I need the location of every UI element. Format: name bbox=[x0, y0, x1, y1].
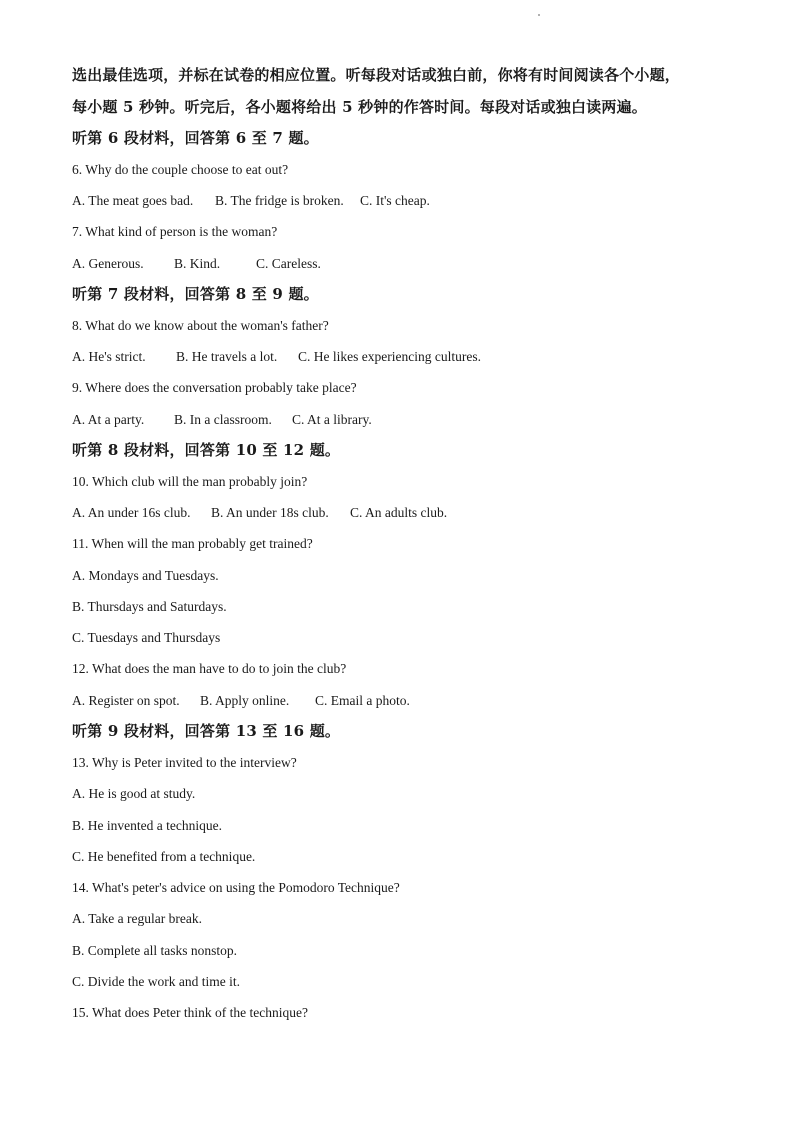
section-8-heading: 听第 8 段材料，回答第 10 至 12 题。 bbox=[72, 441, 341, 459]
option-a: A. An under 16s club. bbox=[72, 505, 191, 520]
scan-mark bbox=[538, 14, 540, 16]
question-8: 8. What do we know about the woman's father? bbox=[72, 318, 329, 333]
option-c: C. He likes experiencing cultures. bbox=[298, 349, 481, 364]
option-c: C. It's cheap. bbox=[360, 193, 430, 208]
instructions-line-2: 每小题 5 秒钟。听完后，各小题将给出 5 秒钟的作答时间。每段对话或独白读两遍。 bbox=[72, 98, 647, 116]
question-13-option-b: B. He invented a technique. bbox=[72, 818, 222, 833]
question-15: 15. What does Peter think of the technique? bbox=[72, 1005, 308, 1020]
option-a: A. At a party. bbox=[72, 412, 145, 427]
option-b: B. An under 18s club. bbox=[211, 505, 329, 520]
question-6-options bbox=[72, 192, 430, 210]
question-12: 12. What does the man have to do to join the club? bbox=[72, 661, 347, 676]
instructions-line-1: 选出最佳选项，并标在试卷的相应位置。听每段对话或独白前，你将有时间阅读各个小题， bbox=[72, 66, 681, 84]
option-a: A. Generous. bbox=[72, 256, 144, 271]
option-b: B. Kind. bbox=[174, 256, 221, 271]
question-10: 10. Which club will the man probably join? bbox=[72, 474, 308, 489]
question-14: 14. What's peter's advice on using the Pomodoro Technique? bbox=[72, 880, 400, 895]
question-13: 13. Why is Peter invited to the interview? bbox=[72, 755, 297, 770]
section-9-heading: 听第 9 段材料，回答第 13 至 16 题。 bbox=[72, 722, 341, 740]
option-b: B. Apply online. bbox=[200, 693, 290, 708]
question-14-option-c: C. Divide the work and time it. bbox=[72, 974, 240, 989]
question-9: 9. Where does the conversation probably take place? bbox=[72, 380, 357, 395]
option-b: B. He travels a lot. bbox=[176, 349, 278, 364]
option-c: C. At a library. bbox=[292, 412, 372, 427]
question-8-options bbox=[72, 348, 481, 366]
option-c: C. Email a photo. bbox=[315, 693, 410, 708]
question-7: 7. What kind of person is the woman? bbox=[72, 224, 278, 239]
section-6-heading: 听第 6 段材料，回答第 6 至 7 题。 bbox=[72, 129, 319, 147]
question-13-option-a: A. He is good at study. bbox=[72, 786, 196, 801]
option-c: C. Careless. bbox=[256, 256, 321, 271]
option-b: B. The fridge is broken. bbox=[215, 193, 344, 208]
option-b: B. In a classroom. bbox=[174, 412, 272, 427]
question-11-option-a: A. Mondays and Tuesdays. bbox=[72, 568, 219, 583]
question-10-options bbox=[72, 504, 447, 522]
option-a: A. Register on spot. bbox=[72, 693, 180, 708]
question-11-option-b: B. Thursdays and Saturdays. bbox=[72, 599, 227, 614]
question-12-options bbox=[72, 692, 410, 710]
question-6: 6. Why do the couple choose to eat out? bbox=[72, 162, 289, 177]
question-11-option-c: C. Tuesdays and Thursdays bbox=[72, 630, 221, 645]
question-7-options bbox=[72, 255, 321, 273]
option-a: A. He's strict. bbox=[72, 349, 146, 364]
question-9-options bbox=[72, 411, 372, 429]
question-14-option-b: B. Complete all tasks nonstop. bbox=[72, 943, 237, 958]
question-13-option-c: C. He benefited from a technique. bbox=[72, 849, 256, 864]
question-11: 11. When will the man probably get trained? bbox=[72, 536, 313, 551]
question-14-option-a: A. Take a regular break. bbox=[72, 911, 202, 926]
option-c: C. An adults club. bbox=[350, 505, 448, 520]
section-7-heading: 听第 7 段材料，回答第 8 至 9 题。 bbox=[72, 285, 319, 303]
option-a: A. The meat goes bad. bbox=[72, 193, 194, 208]
